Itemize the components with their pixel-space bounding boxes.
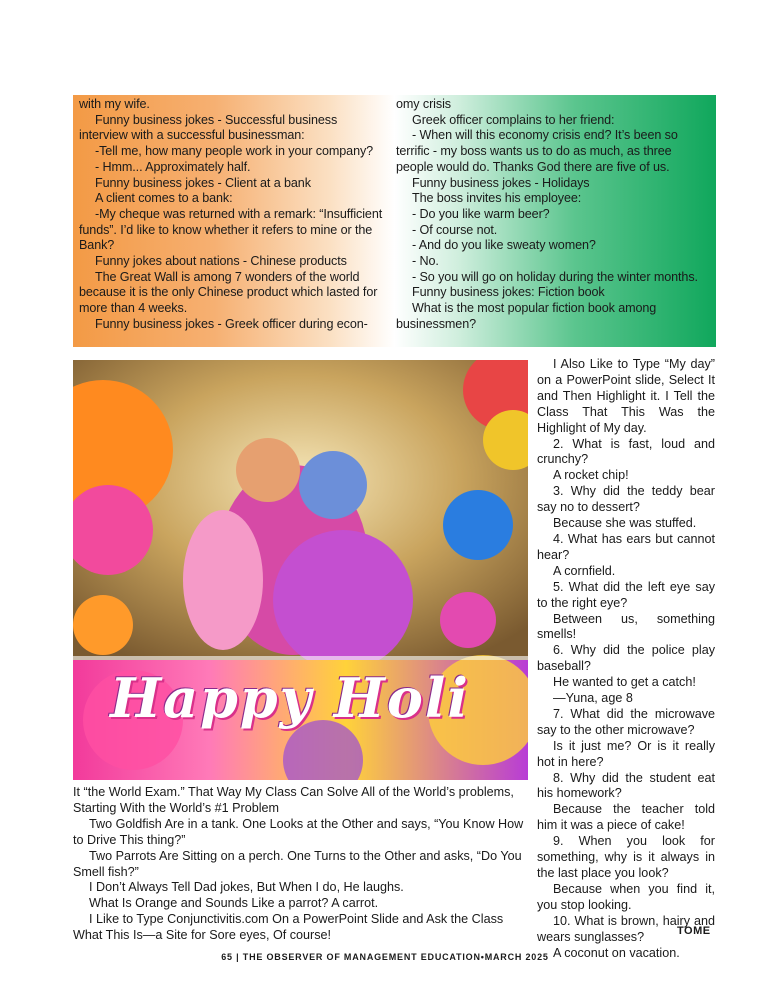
paragraph: - No.: [412, 254, 439, 269]
paragraph: It “the World Exam.” That Way My Class Can Solve All of the World’s problems, Starting With the World’s #1 Problem: [73, 785, 514, 815]
paragraph: Funny business jokes - Client at a bank: [95, 175, 311, 190]
paragraph: - Of course not.: [412, 222, 498, 237]
paragraph: Funny business jokes - Greek officer during econ-: [95, 316, 368, 331]
paragraph: I Also Like to Type “My day” on a PowerPoint slide, Select It and Then Highlight it. I Tell the Class That This Was the Highlight of My day.: [537, 357, 715, 435]
paragraph: 7. What did the microwave say to the other microwave?: [537, 706, 715, 737]
paragraph: 10. What is brown, hairy and wears sunglasses?: [537, 913, 715, 944]
paragraph: A coconut on vacation.: [553, 945, 680, 960]
top-right-column: [396, 97, 708, 333]
paragraph: —Yuna, age 8: [553, 691, 633, 706]
paragraph: - Do you like warm beer?: [412, 206, 550, 221]
paragraph: The boss invites his employee:: [412, 191, 582, 206]
paragraph: Funny jokes about nations - Chinese products: [95, 254, 347, 269]
paragraph: Funny business jokes: Fiction book: [412, 285, 605, 300]
author-signature: TOME: [677, 925, 711, 937]
paragraph: 4. What has ears but cannot hear?: [537, 531, 715, 562]
paragraph: - So you will go on holiday during the winter months.: [412, 269, 698, 284]
paragraph: -My cheque was returned with a remark: “Insufficient funds”. I’d like to know whether it refers to mine or the Bank?: [79, 206, 383, 253]
paragraph: with my wife.: [79, 97, 150, 111]
paragraph: Two Parrots Are Sitting on a perch. One Turns to the Other and asks, “Do You Smell fish?”: [73, 848, 522, 879]
paragraph: 9. When you look for something, why is it always in the last place you look?: [537, 834, 715, 880]
paragraph: 3. Why did the teddy bear say no to dessert?: [537, 484, 715, 515]
paragraph: -Tell me, how many people work in your company?: [95, 144, 374, 159]
paragraph: A rocket chip!: [553, 468, 629, 483]
paragraph: What is the most popular fiction book among businessmen?: [396, 301, 657, 331]
paragraph: Because she was stuffed.: [553, 516, 697, 531]
paragraph: Two Goldfish Are in a tank. One Looks at the Other and says, “You Know How to Drive This thing?”: [73, 816, 524, 847]
paragraph: A cornfield.: [553, 563, 616, 578]
paragraph: I Don’t Always Tell Dad jokes, But When I do, He laughs.: [89, 880, 404, 895]
paragraph: - And do you like sweaty women?: [412, 238, 596, 253]
paragraph: 8. Why did the student eat his homework?: [537, 770, 715, 801]
paragraph: Is it just me? Or is it really hot in here?: [537, 738, 715, 769]
paragraph: Funny business jokes - Successful business interview with a successful businessman:: [79, 112, 338, 143]
paragraph: What Is Orange and Sounds Like a parrot? A carrot.: [89, 896, 379, 911]
page-footer: 65 | THE OBSERVER OF MANAGEMENT EDUCATION•MARCH 2025: [221, 952, 549, 962]
paragraph: omy crisis: [396, 97, 451, 111]
right-column: [537, 357, 715, 961]
paragraph: He wanted to get a catch!: [553, 675, 696, 690]
happy-holi-banner-text: Happy Holi: [110, 666, 470, 730]
paragraph: I Like to Type Conjunctivitis.com On a PowerPoint Slide and Ask the Class What This Is—a Site for Sore eyes, Of course!: [73, 912, 504, 943]
top-left-column: [79, 97, 383, 333]
paragraph: - Hmm... Approximately half.: [95, 159, 251, 174]
paragraph: Funny business jokes - Holidays: [412, 175, 590, 190]
bottom-left-text: [73, 785, 529, 944]
paragraph: Between us, something smells!: [537, 611, 715, 642]
paragraph: 2. What is fast, loud and crunchy?: [537, 436, 715, 467]
paragraph: - When will this economy crisis end? It’s been so terrific - my boss wants us to do as much, as three people would do. Thanks God there are five of us.: [396, 128, 678, 174]
paragraph: A client comes to a bank:: [95, 191, 233, 206]
photo-divider: [73, 656, 528, 660]
paragraph: Because the teacher told him it was a piece of cake!: [537, 802, 715, 833]
paragraph: Because when you find it, you stop looking.: [537, 881, 715, 912]
paragraph: 5. What did the left eye say to the right eye?: [537, 579, 715, 610]
paragraph: Greek officer complains to her friend:: [412, 112, 615, 127]
paragraph: The Great Wall is among 7 wonders of the world because it is the only Chinese product which lasted for more than 4 weeks.: [79, 269, 378, 316]
paragraph: 6. Why did the police play baseball?: [537, 643, 715, 674]
